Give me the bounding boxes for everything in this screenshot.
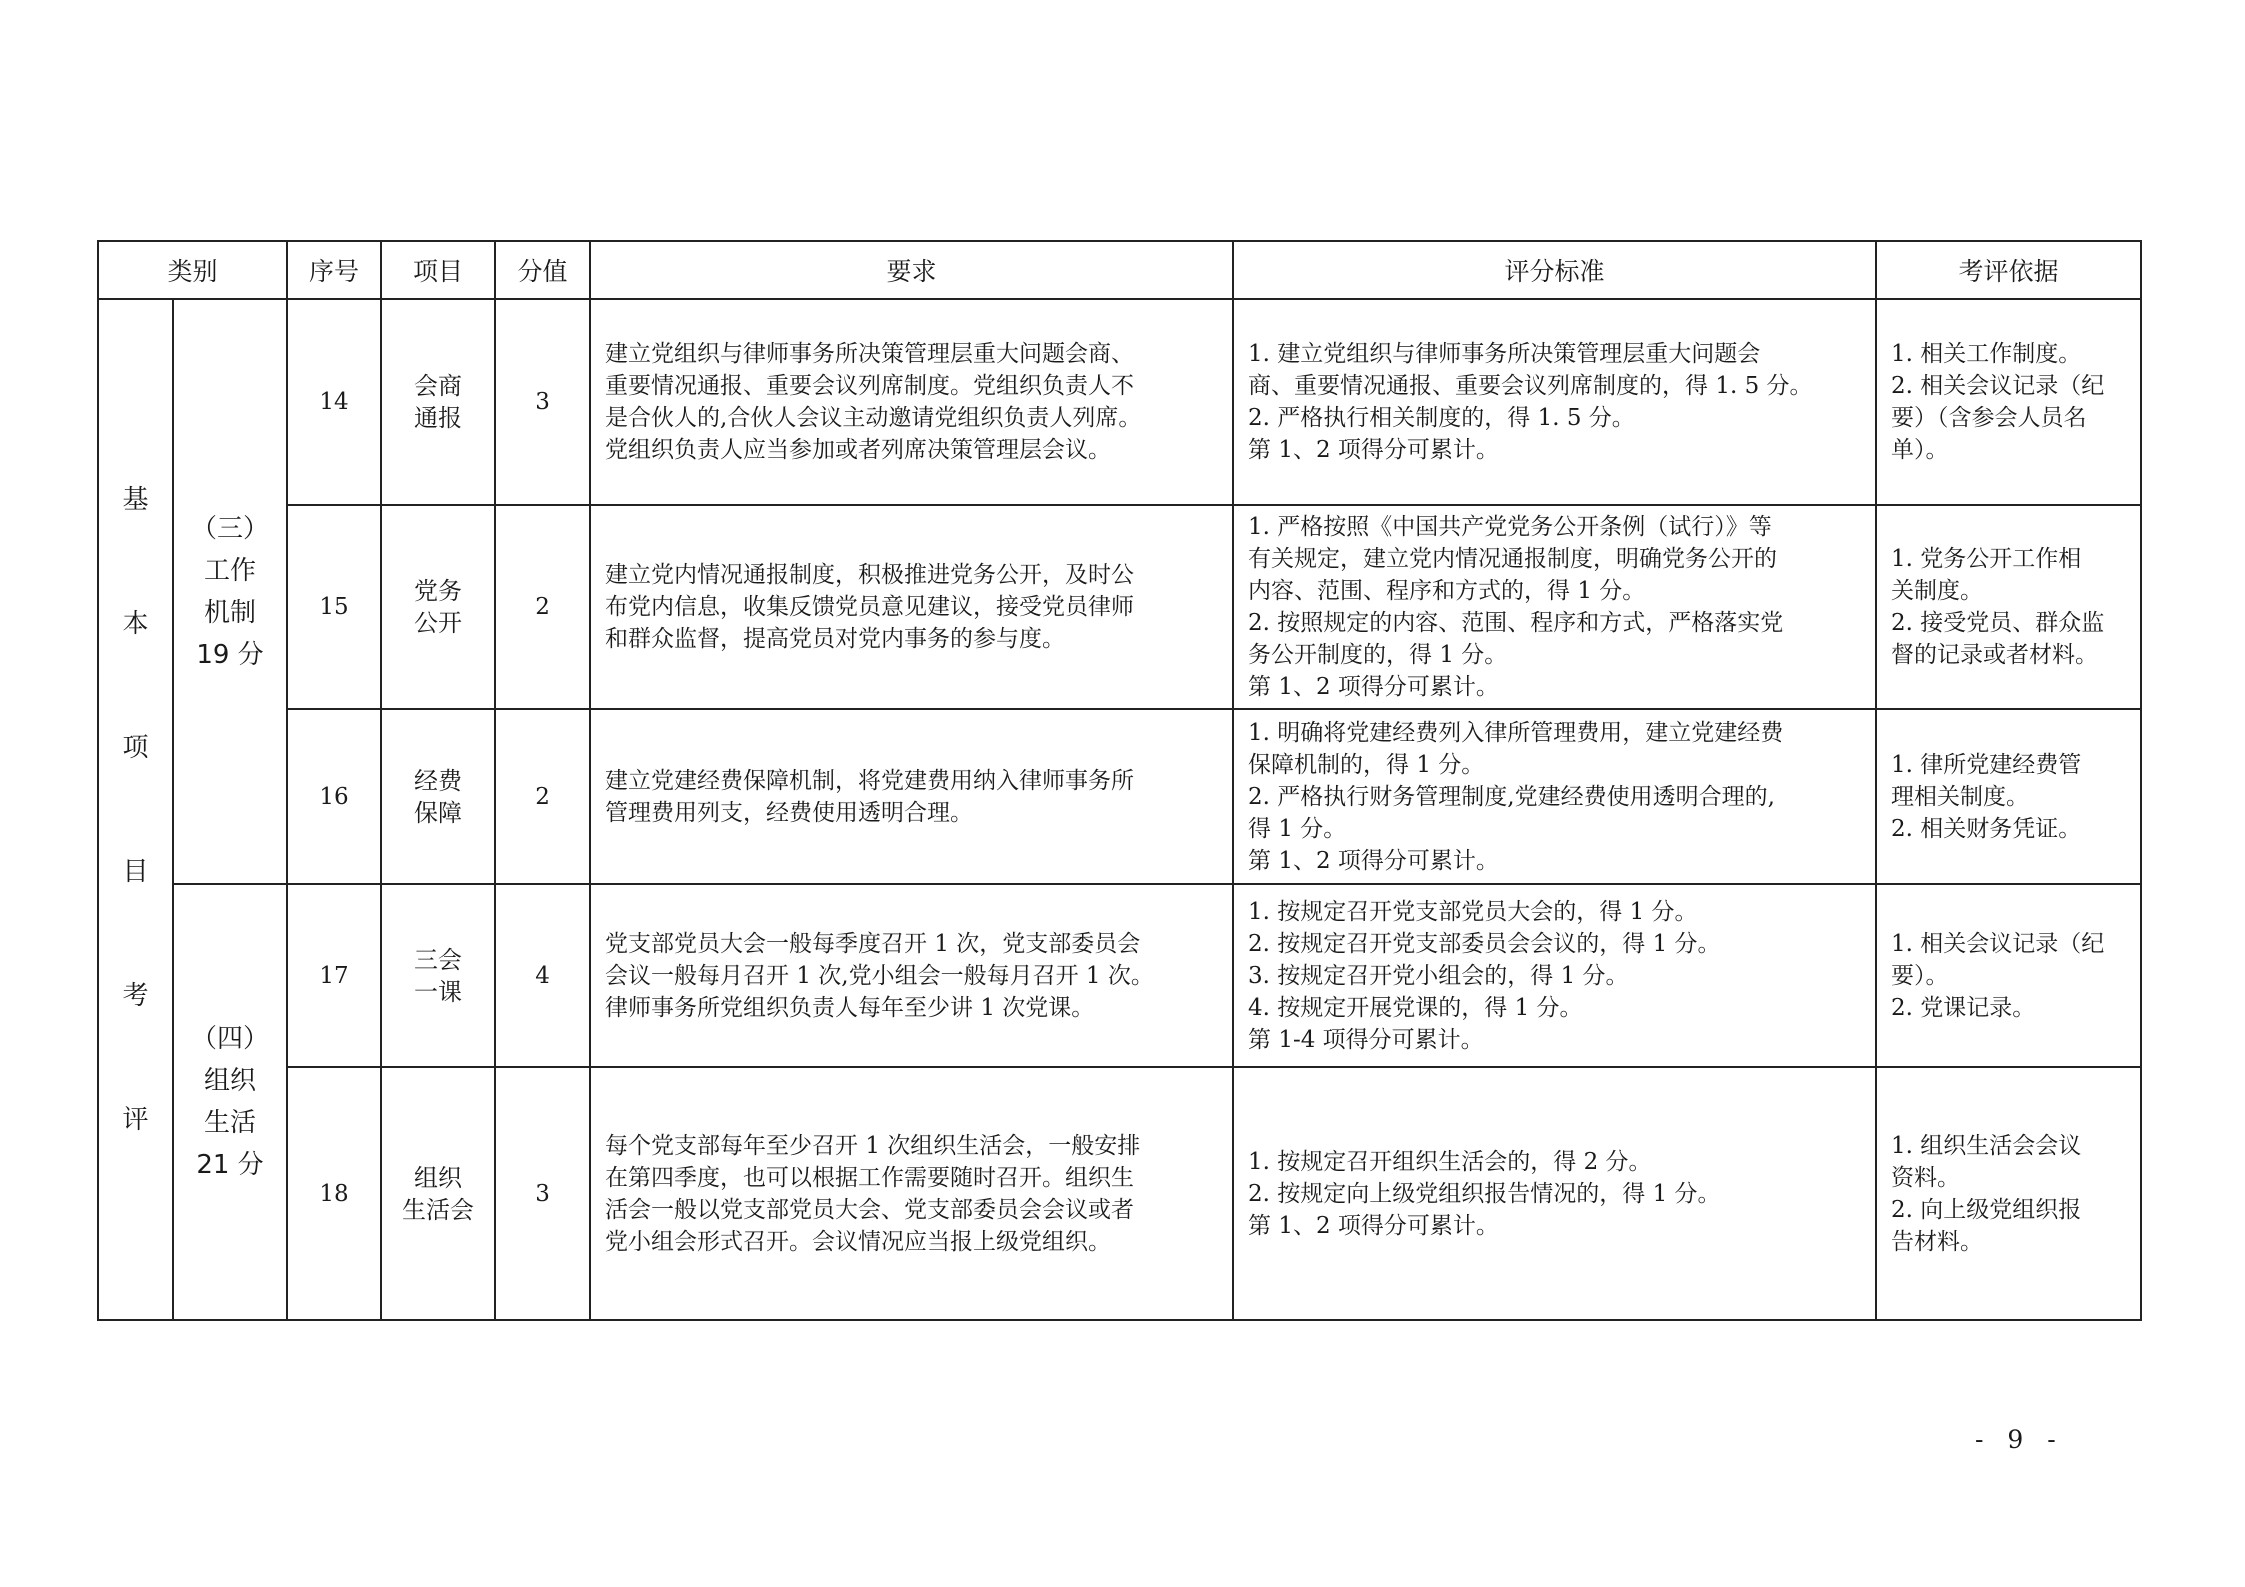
text-line: 2. 相关会议记录（纪 [1891, 373, 2105, 399]
text-line: 第 1、2 项得分可累计。 [1248, 437, 1499, 463]
requirement-cell [590, 709, 1233, 884]
group-cell-work-mechanism [173, 299, 287, 884]
item-line: 经费 [414, 766, 463, 795]
seq-cell: 15 [287, 505, 381, 709]
evaluation-table [97, 240, 2142, 1321]
group-line: （三） [191, 513, 270, 544]
text-line: 告材料。 [1891, 1228, 1984, 1255]
text-line: 内容、范围、程序和方式的，得 1 分。 [1248, 578, 1646, 604]
score-cell: 4 [495, 884, 590, 1067]
text-line: 2. 按照规定的内容、范围、程序和方式，严格落实党 [1248, 610, 1784, 636]
text-line: 建立党内情况通报制度，积极推进党务公开，及时公 [605, 562, 1135, 588]
text-line: 1. 组织生活会会议 [1891, 1132, 2082, 1159]
text-line: 有关规定，建立党内情况通报制度，明确党务公开的 [1248, 546, 1778, 572]
score-cell: 3 [495, 299, 590, 505]
basis-cell [1876, 299, 2141, 505]
text-line: 1. 严格按照《中国共产党党务公开条例（试行）》等 [1248, 514, 1772, 540]
text-line: 1. 相关会议记录（纪 [1891, 930, 2105, 957]
header-seq: 序号 [287, 241, 381, 299]
text-line: 3. 按规定召开党小组会的，得 1 分。 [1248, 962, 1629, 989]
text-line: 和群众监督，提高党员对党内事务的参与度。 [605, 626, 1066, 652]
header-item: 项目 [381, 241, 495, 299]
criteria-cell [1233, 709, 1876, 884]
main-category-char: 本 [122, 608, 149, 639]
table-row [98, 1067, 2141, 1320]
text-line: 重要情况通报、重要会议列席制度。党组织负责人不 [605, 373, 1135, 399]
text-line: 保障机制的，得 1 分。 [1248, 751, 1485, 778]
text-line: 1. 建立党组织与律师事务所决策管理层重大问题会 [1248, 341, 1761, 367]
criteria-cell [1233, 1067, 1876, 1320]
main-category-char: 基 [122, 484, 149, 515]
text-line: 1. 党务公开工作相 [1891, 546, 2082, 572]
table-row [98, 299, 2141, 505]
group-line: 生活 [204, 1108, 257, 1138]
item-line: 一课 [414, 977, 463, 1006]
text-line: 要）。 [1891, 962, 1949, 989]
text-line: 务公开制度的，得 1 分。 [1248, 642, 1508, 668]
item-line: 三会 [414, 945, 463, 974]
criteria-cell [1233, 299, 1876, 505]
group-line: （四） [191, 1024, 270, 1054]
text-line: 党支部党员大会一般每季度召开 1 次，党支部委员会 [605, 930, 1141, 957]
text-line: 2. 接受党员、群众监 [1891, 610, 2105, 636]
text-line: 是合伙人的,合伙人会议主动邀请党组织负责人列席。 [605, 405, 1142, 431]
item-cell [381, 299, 495, 505]
seq-cell: 17 [287, 884, 381, 1067]
item-line: 公开 [414, 609, 463, 637]
group-line: 21 分 [196, 1150, 264, 1180]
text-line: 要）（含参会人员名 [1891, 405, 2087, 431]
item-line: 会商 [414, 372, 463, 400]
requirement-cell [590, 505, 1233, 709]
text-line: 资料。 [1891, 1164, 1961, 1191]
text-line: 布党内信息，收集反馈党员意见建议，接受党员律师 [605, 594, 1135, 620]
criteria-cell [1233, 505, 1876, 709]
text-line: 2. 按规定向上级党组织报告情况的，得 1 分。 [1248, 1180, 1721, 1207]
group-cell-organization-life [173, 884, 287, 1320]
text-line: 建立党建经费保障机制，将党建费用纳入律师事务所 [605, 767, 1135, 794]
text-line: 得 1 分。 [1248, 815, 1347, 842]
text-line: 第 1-4 项得分可累计。 [1248, 1026, 1484, 1053]
table-row [98, 884, 2141, 1067]
item-cell [381, 884, 495, 1067]
group-line: 19 分 [196, 639, 264, 670]
header-category: 类别 [98, 241, 287, 299]
text-line: 建立党组织与律师事务所决策管理层重大问题会商、 [605, 341, 1135, 367]
text-line: 1. 按规定召开党支部党员大会的，得 1 分。 [1248, 898, 1698, 925]
table-row [98, 505, 2141, 709]
text-line: 督的记录或者材料。 [1891, 642, 2099, 668]
text-line: 单）。 [1891, 437, 1949, 463]
text-line: 商、重要情况通报、重要会议列席制度的，得 1. 5 分。 [1248, 373, 1813, 399]
text-line: 1. 律所党建经费管 [1891, 751, 2082, 778]
text-line: 第 1、2 项得分可累计。 [1248, 674, 1499, 700]
text-line: 2. 党课记录。 [1891, 994, 2036, 1021]
main-category-char: 目 [122, 856, 149, 887]
text-line: 2. 相关财务凭证。 [1891, 815, 2082, 842]
header-score: 分值 [495, 241, 590, 299]
basis-cell [1876, 884, 2141, 1067]
item-cell [381, 505, 495, 709]
text-line: 关制度。 [1891, 578, 1984, 604]
text-line: 2. 向上级党组织报 [1891, 1196, 2082, 1223]
text-line: 每个党支部每年至少召开 1 次组织生活会，一般安排 [605, 1132, 1141, 1159]
page-number: - 9 - [1975, 1425, 2064, 1454]
seq-cell: 18 [287, 1067, 381, 1320]
text-line: 党组织负责人应当参加或者列席决策管理层会议。 [605, 437, 1112, 463]
group-line: 工作 [204, 555, 257, 586]
text-line: 1. 按规定召开组织生活会的，得 2 分。 [1248, 1148, 1652, 1175]
header-row [98, 241, 2141, 299]
text-line: 2. 严格执行财务管理制度,党建经费使用透明合理的, [1248, 783, 1775, 810]
text-line: 管理费用列支，经费使用透明合理。 [605, 799, 974, 826]
basis-cell [1876, 505, 2141, 709]
requirement-cell [590, 1067, 1233, 1320]
text-line: 4. 按规定开展党课的，得 1 分。 [1248, 994, 1583, 1021]
group-line: 组织 [204, 1066, 257, 1096]
group-line: 机制 [204, 597, 257, 628]
requirement-cell [590, 884, 1233, 1067]
score-cell: 3 [495, 1067, 590, 1320]
text-line: 第 1、2 项得分可累计。 [1248, 1212, 1499, 1239]
item-line: 通报 [414, 404, 463, 432]
item-line: 保障 [414, 798, 463, 827]
header-basis: 考评依据 [1876, 241, 2141, 299]
main-category-char: 评 [122, 1104, 149, 1135]
text-line: 2. 按规定召开党支部委员会会议的，得 1 分。 [1248, 930, 1721, 957]
text-line: 第 1、2 项得分可累计。 [1248, 847, 1499, 874]
main-category-cell [98, 299, 173, 1320]
text-line: 2. 严格执行相关制度的，得 1. 5 分。 [1248, 405, 1635, 431]
text-line: 1. 明确将党建经费列入律所管理费用，建立党建经费 [1248, 719, 1784, 746]
basis-cell [1876, 1067, 2141, 1320]
item-line: 组织 [414, 1163, 463, 1192]
item-line: 党务 [414, 577, 463, 605]
header-criteria: 评分标准 [1233, 241, 1876, 299]
text-line: 会议一般每月召开 1 次,党小组会一般每月召开 1 次。 [605, 962, 1154, 989]
seq-cell: 16 [287, 709, 381, 884]
table-row [98, 709, 2141, 884]
text-line: 律师事务所党组织负责人每年至少讲 1 次党课。 [605, 994, 1095, 1021]
text-line: 1. 相关工作制度。 [1891, 341, 2082, 367]
score-cell: 2 [495, 709, 590, 884]
text-line: 理相关制度。 [1891, 783, 2030, 810]
score-cell: 2 [495, 505, 590, 709]
requirement-cell [590, 299, 1233, 505]
header-requirement: 要求 [590, 241, 1233, 299]
text-line: 活会一般以党支部党员大会、党支部委员会会议或者 [605, 1196, 1135, 1223]
item-cell [381, 709, 495, 884]
item-line: 生活会 [402, 1195, 475, 1224]
text-line: 党小组会形式召开。会议情况应当报上级党组织。 [605, 1228, 1112, 1255]
basis-cell [1876, 709, 2141, 884]
text-line: 在第四季度，也可以根据工作需要随时召开。组织生 [605, 1164, 1135, 1191]
criteria-cell [1233, 884, 1876, 1067]
seq-cell: 14 [287, 299, 381, 505]
main-category-char: 项 [122, 732, 149, 763]
item-cell [381, 1067, 495, 1320]
main-category-char: 考 [122, 980, 149, 1011]
